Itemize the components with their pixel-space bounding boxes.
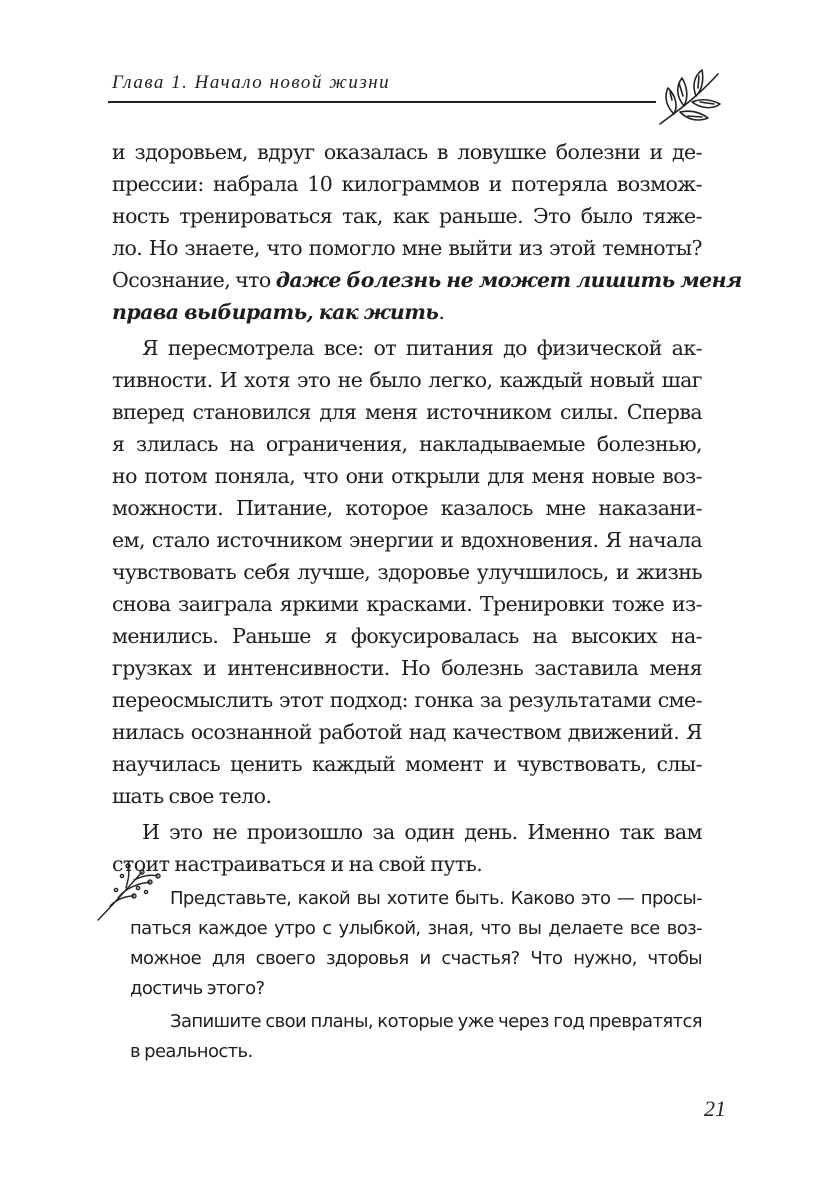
text-line: нилась осознанной работой над качеством движений. Я <box>112 720 702 744</box>
leaf-sprig-icon <box>654 66 724 130</box>
text-run: Осознание, что <box>112 268 276 292</box>
text-line: Я пересмотрела все: от питания до физической ак- <box>142 336 702 360</box>
text-line: тивности. И хотя это не было легко, каждый новый шаг <box>112 368 702 392</box>
exercise-line: паться каждое утро с улыбкой, зная, что вы делаете все воз- <box>130 918 702 939</box>
text-line: снова заиграла яркими красками. Тренировки тоже из- <box>112 592 702 616</box>
exercise-line: можное для своего здоровья и счастья? Что нужно, чтобы <box>130 948 702 969</box>
text-line: шать свое тело. <box>112 784 272 808</box>
text-line: научилась ценить каждый момент и чувствовать, слы- <box>112 752 702 776</box>
exercise-box <box>130 884 702 1067</box>
header-divider <box>108 101 656 103</box>
text-line: переосмыслить этот подход: гонка за результатами сме- <box>112 688 702 712</box>
emphasis-text: даже болезнь не может лишить меня <box>275 268 742 292</box>
text-line: ло. Но знаете, что помогло мне выйти из этой темноты? <box>112 236 702 260</box>
exercise-line: достичь этого? <box>130 978 265 999</box>
text-line: чувствовать себя лучше, здоровье улучшилось, и жизнь <box>112 560 702 584</box>
text-line <box>112 296 702 328</box>
running-head: Глава 1. Начало новой жизни <box>112 72 391 93</box>
page-number: 21 <box>704 1096 726 1121</box>
text-line <box>112 264 742 296</box>
text-line: И это не произошло за один день. Именно так вам <box>142 820 702 844</box>
text-line: ем, стало источником энергии и вдохновения. Я начала <box>112 528 702 552</box>
text-line: стоит настраиваться и на свой путь. <box>112 852 483 876</box>
body-text <box>112 136 742 880</box>
text-line: и здоровьем, вдруг оказалась в ловушке болезни и де- <box>112 140 702 164</box>
text-line: но потом поняла, что они открыли для меня новые воз- <box>112 464 702 488</box>
exercise-line: Представьте, какой вы хотите быть. Каково это — просы- <box>170 888 702 909</box>
text-line: вперед становился для меня источником силы. Сперва <box>112 400 702 424</box>
text-run: . <box>438 300 445 324</box>
text-line: грузках и интенсивности. Но болезнь заставила меня <box>112 656 702 680</box>
exercise-line: в реальность. <box>130 1041 253 1062</box>
text-line: менились. Раньше я фокусировалась на высоких на- <box>112 624 702 648</box>
exercise-line: Запишите свои планы, которые уже через год превратятся <box>170 1011 702 1032</box>
text-line: можности. Питание, которое казалось мне наказани- <box>112 496 702 520</box>
emphasis-text: права выбирать, как жить <box>112 300 439 324</box>
text-line: прессии: набрала 10 килограммов и потеряла возмож- <box>112 172 702 196</box>
text-line: я злилась на ограничения, накладываемые болезнью, <box>112 432 702 456</box>
text-line: ность тренироваться так, как раньше. Это было тяже- <box>112 204 702 228</box>
